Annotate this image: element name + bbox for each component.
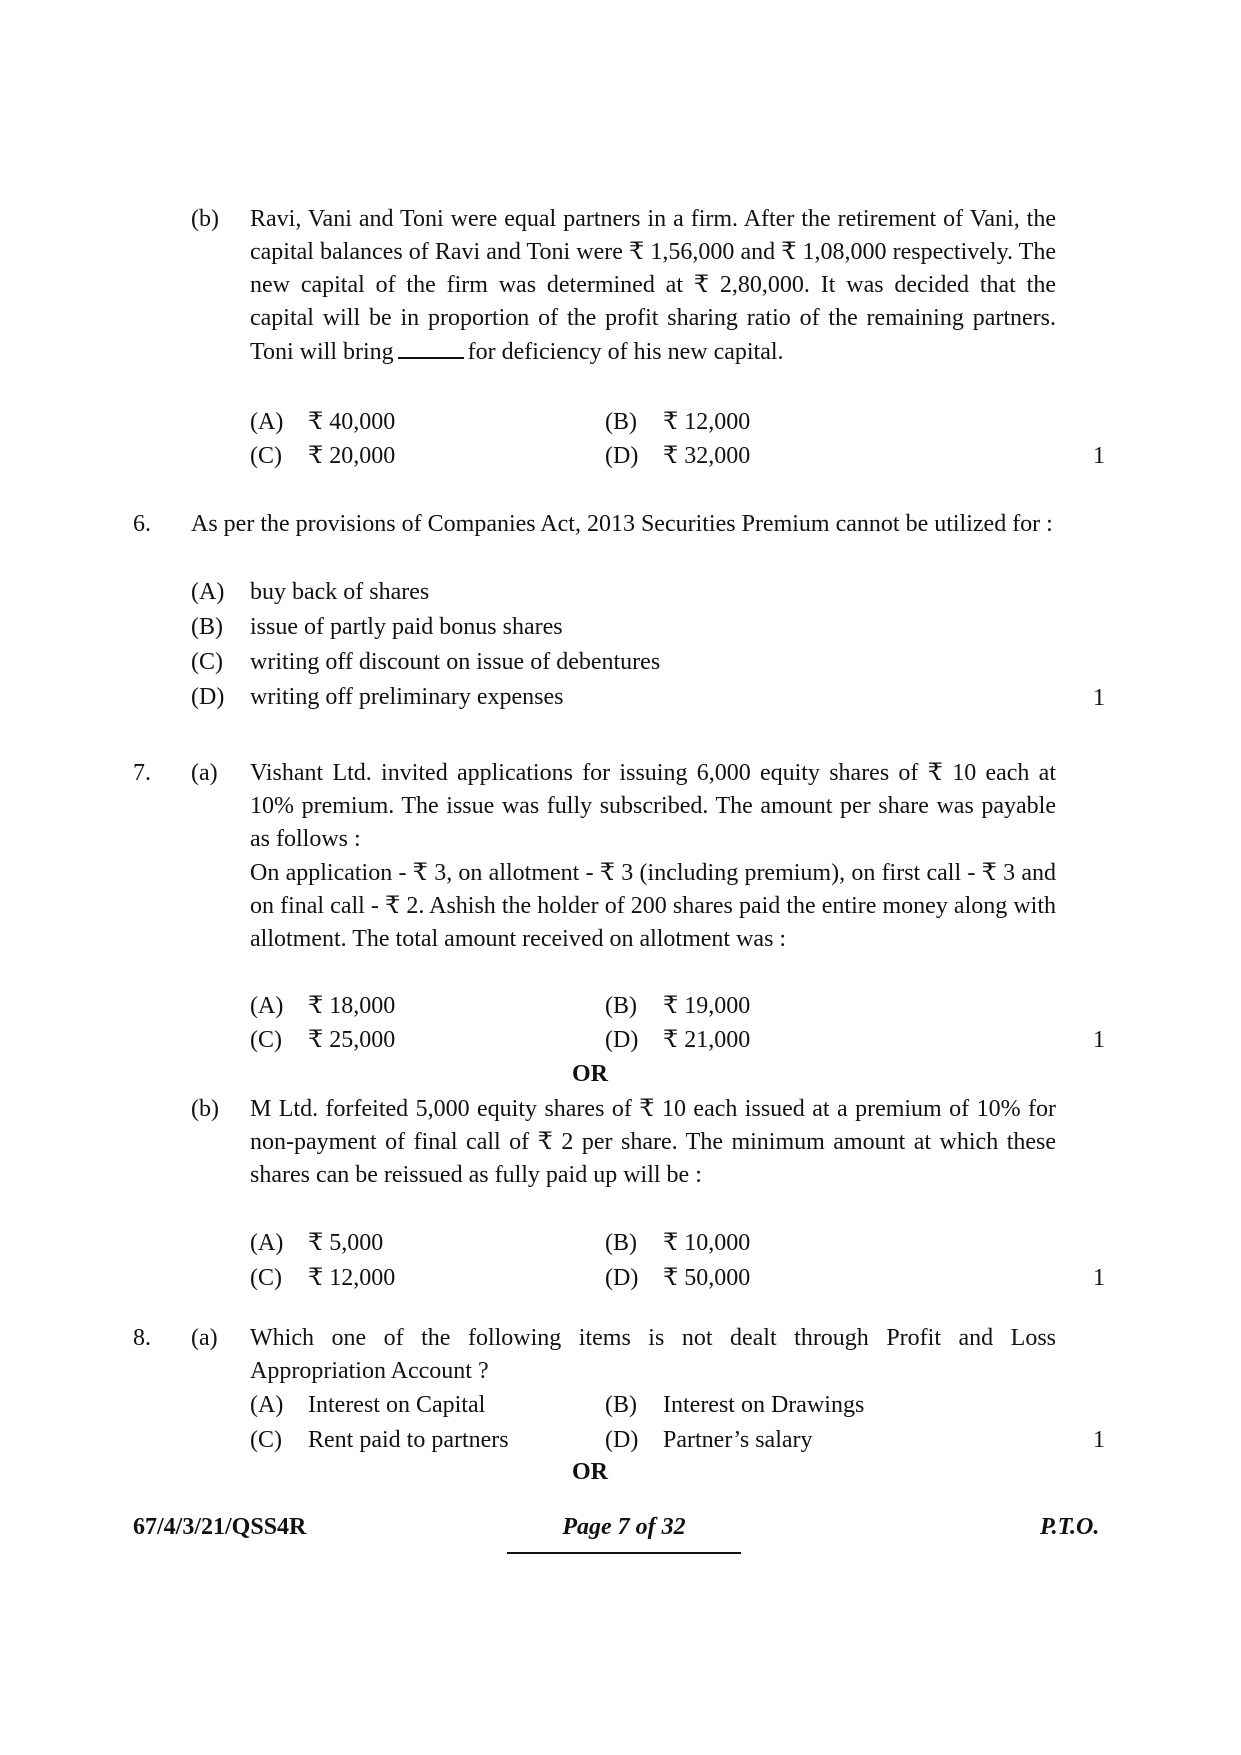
option-d: (D) ₹ 50,000 bbox=[605, 1265, 751, 1291]
option-b: (B) Interest on Drawings bbox=[605, 1392, 865, 1418]
option-d: (D) ₹ 32,000 bbox=[605, 443, 751, 469]
please-turn-over: P.T.O. bbox=[1040, 1514, 1100, 1540]
option-c: (C) ₹ 20,000 bbox=[250, 443, 396, 469]
marks: 1 bbox=[1093, 1027, 1105, 1053]
sub-label: (a) bbox=[191, 760, 218, 786]
sub-label: (a) bbox=[191, 1325, 218, 1351]
option-row bbox=[250, 1261, 1110, 1295]
option-row bbox=[250, 439, 1110, 473]
question-text bbox=[250, 203, 1056, 369]
or-separator: OR bbox=[572, 1459, 608, 1485]
question-text: Which one of the following items is not dealt through Profit and Loss Appropriation Account ? bbox=[250, 1325, 1056, 1384]
option-c: (C) Rent paid to partners bbox=[250, 1427, 509, 1453]
question-text: Vishant Ltd. invited applications for issuing 6,000 equity shares of ₹ 10 each at 10% premium. The issue was fully subscribed. The amount per share was payable as follows : bbox=[250, 760, 1056, 852]
sub-label: (b) bbox=[191, 206, 219, 232]
option-b: (B) issue of partly paid bonus shares bbox=[191, 614, 563, 640]
question-text-part2: for deficiency of his new capital. bbox=[467, 339, 784, 365]
option-row bbox=[250, 1388, 1110, 1422]
option-c: (C) ₹ 25,000 bbox=[250, 1027, 396, 1053]
paper-code: 67/4/3/21/QSS4R bbox=[133, 1514, 307, 1540]
marks: 1 bbox=[1093, 443, 1105, 469]
question-text-part1: Ravi, Vani and Toni were equal partners in a firm. After the retirement of Vani, the capital balances of Ravi and Toni were ₹ 1,56,000 and ₹ 1,08,000 respectively. The new capital of the firm was determined at ₹ 2,80,000. It was decided that the capital will be in proportion of the profit sharing ratio of the remaining partners. Toni will bring bbox=[250, 206, 1056, 365]
question-number: 8. bbox=[133, 1325, 151, 1351]
page-number: Page 7 of 32 bbox=[562, 1514, 686, 1540]
option-a: (A) ₹ 18,000 bbox=[250, 993, 396, 1019]
option-c: (C) writing off discount on issue of debentures bbox=[191, 649, 661, 675]
option-row bbox=[250, 989, 1110, 1023]
question-number: 7. bbox=[133, 760, 151, 786]
marks: 1 bbox=[1093, 1265, 1105, 1291]
option-b: (B) ₹ 10,000 bbox=[605, 1230, 751, 1256]
or-separator: OR bbox=[572, 1061, 608, 1087]
option-row bbox=[250, 1226, 1110, 1260]
option-row bbox=[250, 405, 1110, 439]
question-number: 6. bbox=[133, 511, 151, 537]
question-text: As per the provisions of Companies Act, 2013 Securities Premium cannot be utilized for : bbox=[191, 511, 1053, 537]
marks: 1 bbox=[1093, 685, 1105, 711]
question-text: M Ltd. forfeited 5,000 equity shares of ₹ 10 each issued at a premium of 10% for non-payment of final call of ₹ 2 per share. The minimum amount at which these shares can be reissued as fully paid up will be : bbox=[250, 1096, 1056, 1188]
option-b: (B) ₹ 19,000 bbox=[605, 993, 751, 1019]
marks: 1 bbox=[1093, 1427, 1105, 1453]
question-text-continued: On application - ₹ 3, on allotment - ₹ 3 (including premium), on first call - ₹ 3 and on final call - ₹ 2. Ashish the holder of 200 shares paid the entire money along with allotment. The total amount received on allotment was : bbox=[250, 860, 1056, 952]
option-row bbox=[250, 1023, 1110, 1057]
option-d: (D) ₹ 21,000 bbox=[605, 1027, 751, 1053]
option-b: (B) ₹ 12,000 bbox=[605, 409, 751, 435]
option-a: (A) buy back of shares bbox=[191, 579, 430, 605]
option-d: (D) Partner’s salary bbox=[605, 1427, 813, 1453]
sub-label: (b) bbox=[191, 1096, 219, 1122]
page-number-underline bbox=[507, 1552, 741, 1554]
option-a: (A) ₹ 40,000 bbox=[250, 409, 396, 435]
option-c: (C) ₹ 12,000 bbox=[250, 1265, 396, 1291]
option-d: (D) writing off preliminary expenses bbox=[191, 684, 564, 710]
option-a: (A) Interest on Capital bbox=[250, 1392, 486, 1418]
page-footer bbox=[0, 1514, 1241, 1554]
option-a: (A) ₹ 5,000 bbox=[250, 1230, 384, 1256]
answer-blank bbox=[398, 335, 464, 359]
option-row bbox=[250, 1423, 1110, 1457]
